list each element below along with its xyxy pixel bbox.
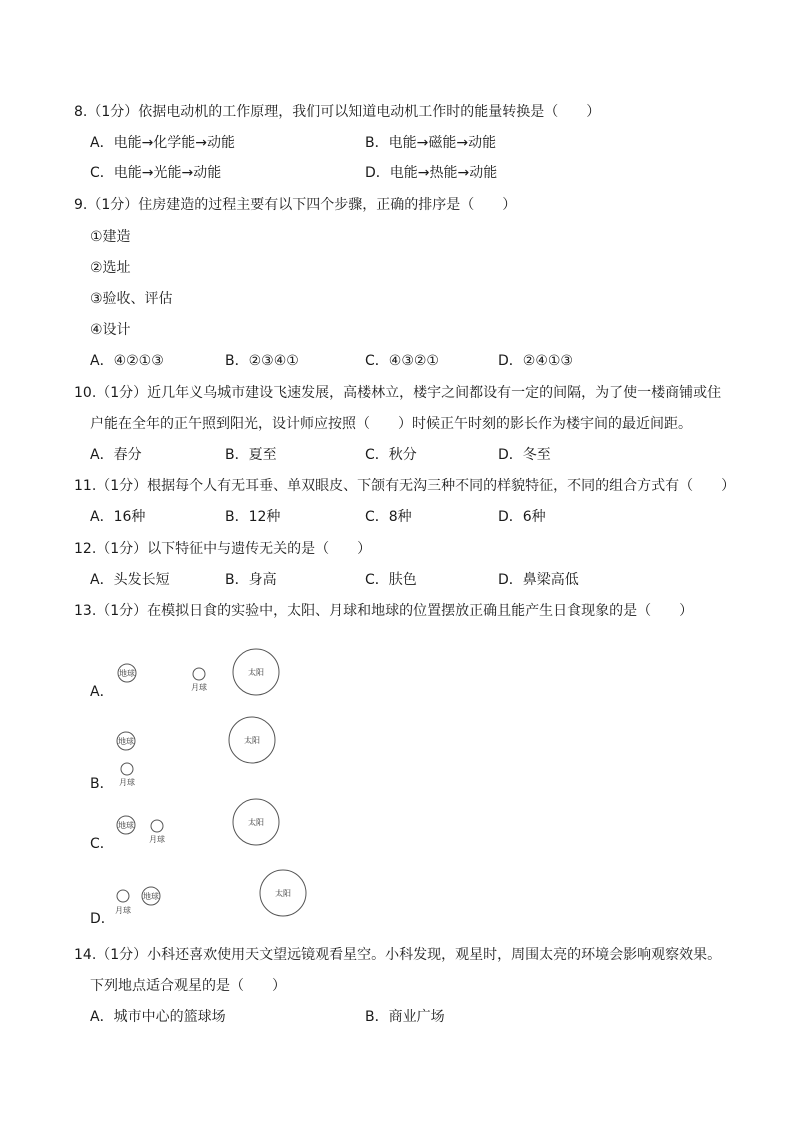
q10-option-b[interactable]: B．夏至: [225, 447, 277, 463]
q13-option-d[interactable]: D．: [90, 911, 115, 927]
q11-option-a[interactable]: A．16种: [90, 509, 146, 525]
q8-option-b[interactable]: B．电能→磁能→动能: [365, 135, 497, 151]
q9-step-1: ①建造: [90, 229, 131, 245]
q13-option-c[interactable]: C．: [90, 836, 114, 852]
q9-stem: 9.（1分）住房建造的过程主要有以下四个步骤，正确的排序是（ ）: [74, 197, 517, 213]
q10-option-a[interactable]: A．春分: [90, 447, 142, 463]
moon-label: 月球: [191, 683, 207, 692]
q12-stem: 12.（1分）以下特征中与遗传无关的是（ ）: [74, 541, 372, 557]
sun-label: 太阳: [248, 818, 264, 827]
q11-option-c[interactable]: C．8种: [365, 509, 412, 525]
q9-step-3: ③验收、评估: [90, 291, 173, 307]
q9-option-d[interactable]: D．②④①③: [498, 353, 573, 369]
sun-label: 太阳: [248, 668, 264, 677]
q13-diagram-a[interactable]: [110, 640, 310, 704]
q12-option-a[interactable]: A．头发长短: [90, 572, 170, 588]
moon-circle: [117, 890, 129, 902]
q10-option-d[interactable]: D．冬至: [498, 447, 551, 463]
q10-option-c[interactable]: C．秋分: [365, 447, 417, 463]
q13-diagram-d[interactable]: [110, 865, 320, 925]
q14-option-a[interactable]: A．城市中心的篮球场: [90, 1009, 226, 1025]
q14-stem-line2: 下列地点适合观星的是（ ）: [90, 978, 286, 994]
q11-option-b[interactable]: B．12种: [225, 509, 281, 525]
q9-step-2: ②选址: [90, 260, 131, 276]
moon-circle: [151, 820, 163, 832]
q8-option-d[interactable]: D．电能→热能→动能: [365, 165, 498, 181]
moon-circle: [193, 668, 205, 680]
earth-label: 地球: [143, 892, 159, 901]
q13-diagram-c[interactable]: [110, 795, 310, 855]
q11-option-d[interactable]: D．6种: [498, 509, 546, 525]
q9-step-4: ④设计: [90, 322, 131, 338]
earth-label: 地球: [118, 821, 134, 830]
moon-label: 月球: [119, 778, 135, 787]
q12-option-c[interactable]: C．肤色: [365, 572, 417, 588]
q13-diagram-b[interactable]: [110, 712, 310, 792]
q10-stem-line1: 10.（1分）近几年义乌城市建设飞速发展，高楼林立，楼宇之间都设有一定的间隔，为了使一楼商铺或住: [74, 385, 722, 401]
q11-stem: 11.（1分）根据每个人有无耳垂、单双眼皮、下颌有无沟三种不同的样貌特征，不同的组合方式有（ ）: [74, 478, 736, 494]
q13-stem: 13.（1分）在模拟日食的实验中，太阳、月球和地球的位置摆放正确且能产生日食现象的是（ ）: [74, 603, 694, 619]
q9-option-c[interactable]: C．④③②①: [365, 353, 439, 369]
q9-option-a[interactable]: A．④②①③: [90, 353, 164, 369]
sun-label: 太阳: [244, 736, 260, 745]
q8-option-c[interactable]: C．电能→光能→动能: [90, 165, 222, 181]
q13-option-a[interactable]: A．: [90, 684, 114, 700]
moon-label: 月球: [149, 835, 165, 844]
moon-circle: [121, 763, 133, 775]
q12-option-d[interactable]: D．鼻梁高低: [498, 572, 579, 588]
q8-stem: 8.（1分）依据电动机的工作原理，我们可以知道电动机工作时的能量转换是（ ）: [74, 104, 601, 120]
earth-label: 地球: [118, 737, 134, 746]
q13-option-b[interactable]: B．: [90, 776, 114, 792]
q9-option-b[interactable]: B．②③④①: [225, 353, 299, 369]
q10-stem-line2: 户能在全年的正午照到阳光，设计师应按照（ ）时候正午时刻的影长作为楼宇间的最近间距。: [90, 416, 692, 432]
earth-label: 地球: [119, 669, 135, 678]
sun-label: 太阳: [275, 889, 291, 898]
moon-label: 月球: [115, 906, 131, 915]
q8-option-a[interactable]: A．电能→化学能→动能: [90, 135, 236, 151]
q12-option-b[interactable]: B．身高: [225, 572, 277, 588]
q14-stem-line1: 14.（1分）小科还喜欢使用天文望远镜观看星空。小科发现，观星时，周围太亮的环境会影响观察效果。: [74, 947, 722, 963]
q14-option-b[interactable]: B．商业广场: [365, 1009, 445, 1025]
